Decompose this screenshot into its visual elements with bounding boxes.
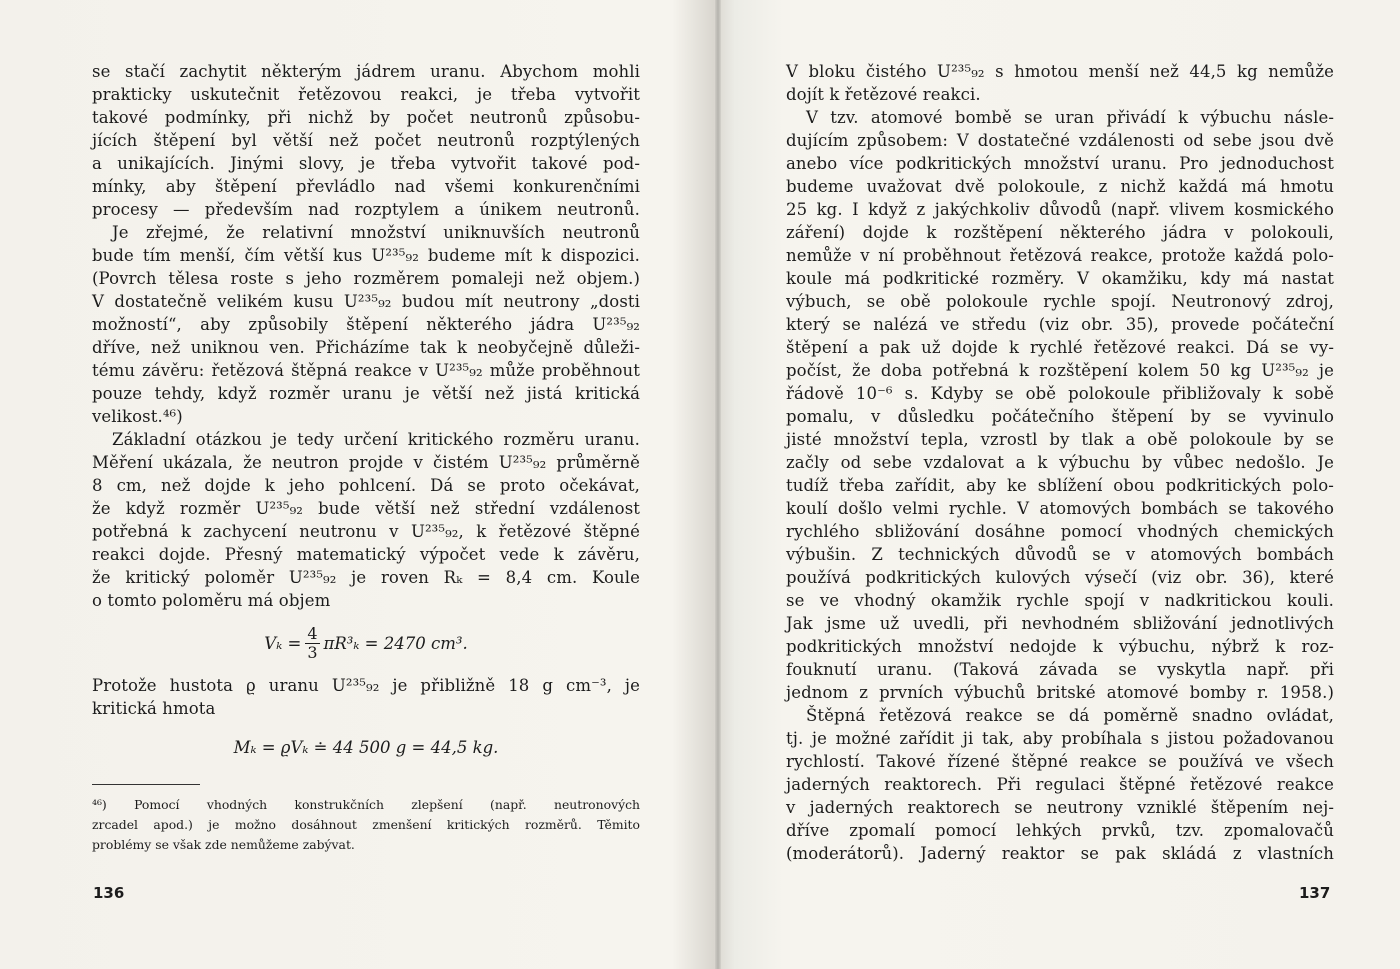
text-line: tému závěru: řetězová štěpná reakce v U²³⁵₉₂ může proběhnout — [92, 361, 640, 380]
fraction-numerator: 4 — [307, 623, 318, 643]
right-page — [786, 60, 1334, 865]
text-line: budeme uvažovat dvě polokoule, z nichž každá má hmotu — [786, 177, 1334, 196]
text-line: počíst, že doba potřebná k rozštěpení kolem 50 kg U²³⁵₉₂ je — [786, 361, 1334, 380]
text-line: pomalu, v důsledku počátečního štěpení by se vyvinulo — [786, 407, 1334, 426]
text-line: se ve vhodný okamžik rychle spojí v nadkritickou kouli. — [786, 591, 1334, 610]
left-page — [92, 60, 640, 855]
text-line: že kritický poloměr U²³⁵₉₂ je roven Rₖ = 8,4 cm. Koule — [92, 568, 640, 587]
text-line: mínky, aby štěpení převládlo nad všemi konkurenčními — [92, 177, 640, 196]
text-line: možností“, aby způsobily štěpení některého jádra U²³⁵₉₂ — [92, 315, 640, 334]
formula-critical-volume — [92, 616, 640, 670]
text-line: dojít k řetězové reakci. — [786, 85, 981, 104]
text-line: že když rozměr U²³⁵₉₂ bude větší než střední vzdálenost — [92, 499, 640, 518]
text-line: V dostatečně velikém kusu U²³⁵₉₂ budou mít neutrony „dosti — [92, 292, 640, 311]
page-number-right: 137 — [1299, 884, 1331, 902]
formula-lhs: Vₖ = — [264, 633, 302, 653]
text-line: dříve, než uniknou ven. Přicházíme tak k neobyčejně důleži- — [92, 338, 640, 357]
text-line: používá podkritických kulových výsečí (viz obr. 36), které — [786, 568, 1334, 587]
footnote — [92, 795, 640, 855]
footnote-line: problémy se však zde nemůžeme zabývat. — [92, 837, 355, 852]
page-number-left: 136 — [93, 884, 125, 902]
text-line: 8 cm, než dojde k jeho pohlcení. Dá se proto očekávat, — [92, 476, 640, 495]
left-body-text-1 — [92, 60, 640, 612]
text-line: tj. je možné zařídit ji tak, aby probíhala s jistou požadovanou — [786, 729, 1334, 748]
text-line: rychlého sbližování dosáhne pomocí vhodných chemických — [786, 522, 1334, 541]
formula-critical-mass — [92, 724, 640, 770]
text-line: výbuch, se obě polokoule rychle spojí. Neutronový zdroj, — [786, 292, 1334, 311]
text-line: velikost.⁴⁶) — [92, 407, 183, 426]
left-body-text-2 — [92, 674, 640, 720]
text-line: jaderných reaktorech. Při regulaci štěpné řetězové reakce — [786, 775, 1334, 794]
text-line: 25 kg. I když z jakýchkoliv důvodů (např. vlivem kosmického — [786, 200, 1334, 219]
text-line: Jak jsme už uvedli, při nevhodném sbližování jednotlivých — [786, 614, 1334, 633]
text-line: Je zřejmé, že relativní množství uniknuvších neutronů — [112, 223, 640, 242]
text-line: řádově 10⁻⁶ s. Kdyby se obě polokoule přibližovaly k sobě — [786, 384, 1334, 403]
formula-fraction — [305, 625, 319, 662]
text-line: bude tím menší, čím větší kus U²³⁵₉₂ budeme mít k dispozici. — [92, 246, 640, 265]
text-line: (Povrch tělesa roste s jeho rozměrem pomaleji než objem.) — [92, 269, 640, 288]
text-line: anebo více podkritických množství uranu. Pro jednoduchost — [786, 154, 1334, 173]
text-line: procesy — především nad rozptylem a únikem neutronů. — [92, 200, 640, 219]
text-line: záření) dojde k rozštěpení některého jádra v polokouli, — [786, 223, 1334, 242]
text-line: podkritických množství nedojde k výbuchu, nýbrž k roz- — [786, 637, 1334, 656]
text-line: nemůže v ní proběhnout řetězová reakce, protože každá polo- — [786, 246, 1334, 265]
book-gutter — [715, 0, 721, 969]
fraction-denominator: 3 — [307, 642, 318, 662]
text-line: jednom z prvních výbuchů britské atomové bomby r. 1958.) — [786, 683, 1334, 702]
text-line: Základní otázkou je tedy určení kritického rozměru uranu. — [112, 430, 640, 449]
text-line: Protože hustota ϱ uranu U²³⁵₉₂ je přibližně 18 g cm⁻³, je — [92, 676, 640, 695]
footnote-divider — [92, 784, 200, 785]
text-line: fouknutí uranu. (Taková závada se vyskytla např. při — [786, 660, 1334, 679]
text-line: v jaderných reaktorech se neutrony vzniklé štěpením nej- — [786, 798, 1334, 817]
text-line: o tomto poloměru má objem — [92, 591, 331, 610]
text-line: potřebná k zachycení neutronu v U²³⁵₉₂, k řetězové štěpné — [92, 522, 640, 541]
text-line: začly od sebe vzdalovat a k výbuchu by vůbec nedošlo. Je — [786, 453, 1334, 472]
text-line: V bloku čistého U²³⁵₉₂ s hmotou menší než 44,5 kg nemůže — [786, 62, 1334, 81]
text-line: jících štěpení byl větší než počet neutronů rozptýlených — [92, 131, 640, 150]
footnote-line: zrcadel apod.) je možno dosáhnout zmenšení kritických rozměrů. Těmito — [92, 817, 640, 832]
text-line: Měření ukázala, že neutron projde v čistém U²³⁵₉₂ průměrně — [92, 453, 640, 472]
text-line: štěpení a pak už dojde k rychlé řetězové reakci. Dá se vy- — [786, 338, 1334, 357]
text-line: Štěpná řetězová reakce se dá poměrně snadno ovládat, — [806, 706, 1334, 725]
text-line: pouze tehdy, když rozměr uranu je větší než jistá kritická — [92, 384, 640, 403]
text-line: tudíž třeba zařídit, aby ke sblížení obou podkritických polo- — [786, 476, 1334, 495]
text-line: dříve zpomalí pomocí lehkých prvků, tzv. zpomalovačů — [786, 821, 1334, 840]
text-line: (moderátorů). Jaderný reaktor se pak skládá z vlastních — [786, 844, 1334, 863]
footnote-line: ⁴⁶) Pomocí vhodných konstrukčních zlepšení (např. neutronových — [92, 797, 640, 812]
text-line: reakci dojde. Přesný matematický výpočet vede k závěru, — [92, 545, 640, 564]
text-line: koule má podkritické rozměry. V okamžiku, kdy má nastat — [786, 269, 1334, 288]
formula-rhs: πR³ₖ = 2470 cm³. — [323, 633, 468, 653]
text-line: jisté množství tepla, vzrostl by tlak a obě polokoule by se — [786, 430, 1334, 449]
formula-text: Mₖ = ϱVₖ ≐ 44 500 g = 44,5 kg. — [233, 737, 499, 757]
text-line: takové podmínky, při nichž by počet neutronů způsobu- — [92, 108, 640, 127]
text-line: který se nalézá ve středu (viz obr. 35), provede počáteční — [786, 315, 1334, 334]
text-line: výbušin. Z technických důvodů se v atomových bombách — [786, 545, 1334, 564]
text-line: dujícím způsobem: V dostatečné vzdálenosti od sebe jsou dvě — [786, 131, 1334, 150]
text-line: V tzv. atomové bombě se uran přivádí k výbuchu násle- — [806, 108, 1334, 127]
text-line: a unikajících. Jinými slovy, je třeba vytvořit takové pod- — [92, 154, 640, 173]
text-line: kritická hmota — [92, 699, 216, 718]
text-line: koulí došlo velmi rychle. V atomových bombách se takového — [786, 499, 1334, 518]
text-line: prakticky uskutečnit řetězovou reakci, je třeba vytvořit — [92, 85, 640, 104]
text-line: rychlostí. Takové řízené štěpné reakce se používá ve všech — [786, 752, 1334, 771]
text-line: se stačí zachytit některým jádrem uranu. Abychom mohli — [92, 62, 640, 81]
